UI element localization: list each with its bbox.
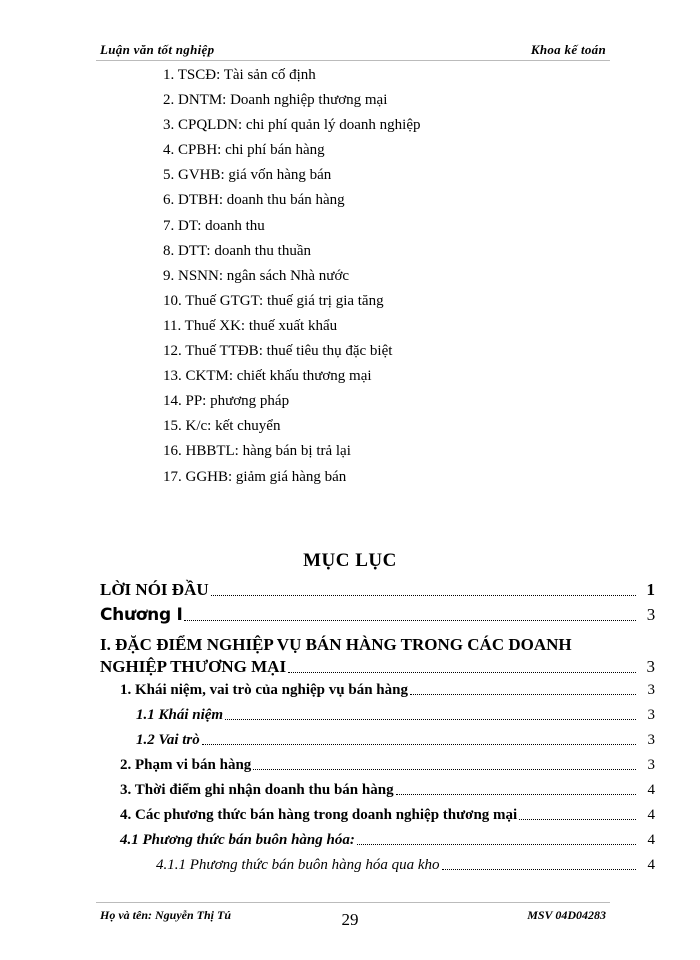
toc-entry-4[interactable]	[100, 807, 655, 824]
dot-leader	[184, 619, 636, 621]
toc-entry-page: 3	[647, 732, 655, 748]
toc-entry-label: 1. Khái niệm, vai trò của nghiệp vụ bán hàng	[120, 682, 408, 698]
toc-entry-2[interactable]	[100, 757, 655, 774]
dot-leader	[211, 594, 636, 596]
dot-leader	[357, 843, 636, 845]
toc-entry-label: 1.1 Khái niệm	[136, 707, 224, 723]
header-rule	[96, 60, 610, 61]
abbreviation-item: 13. CKTM: chiết khấu thương mại	[163, 368, 372, 385]
abbreviation-item: 5. GVHB: giá vốn hàng bán	[163, 167, 332, 184]
toc-entry-1[interactable]	[100, 682, 655, 699]
dot-leader	[225, 718, 636, 720]
footer-rule	[96, 902, 610, 903]
dot-leader	[202, 743, 636, 745]
abbreviation-item: 7. DT: doanh thu	[163, 217, 265, 234]
toc-entry-page: 1	[646, 580, 655, 599]
toc-entry-label: I. ĐẶC ĐIỂM NGHIỆP VỤ BÁN HÀNG TRONG CÁC DOANH	[100, 635, 572, 654]
toc-entry-label: 4. Các phương thức bán hàng trong doanh nghiệp thương mại	[120, 807, 518, 823]
abbreviation-item: 2. DNTM: Doanh nghiệp thương mại	[163, 92, 388, 109]
toc-entry-label: Chương I	[100, 605, 183, 625]
toc-entry-3[interactable]	[100, 782, 655, 799]
toc-entry-4-1-1[interactable]	[100, 857, 655, 874]
abbreviation-item: 17. GGHB: giảm giá hàng bán	[163, 468, 347, 485]
toc-entry-loi-noi-dau[interactable]	[100, 580, 655, 600]
toc-entry-page: 4	[647, 857, 655, 873]
abbreviation-item: 15. K/c: kết chuyển	[163, 418, 281, 435]
dot-leader	[396, 793, 636, 795]
toc-entry-label: 1.2 Vai trò	[136, 732, 200, 748]
abbreviation-item: 4. CPBH: chi phí bán hàng	[163, 142, 325, 159]
toc-entry-label: 4.1 Phương thức bán buôn hàng hóa:	[120, 832, 355, 848]
abbreviation-item: 11. Thuế XK: thuế xuất khẩu	[163, 317, 338, 334]
abbreviation-item: 3. CPQLDN: chi phí quản lý doanh nghiệp	[163, 117, 421, 134]
toc-entry-label: 2. Phạm vi bán hàng	[120, 757, 252, 773]
toc-entry-section-1-line2[interactable]	[100, 657, 655, 677]
toc-entry-label: LỜI NÓI ĐẦU	[100, 580, 209, 599]
header-left: Luận văn tốt nghiệp	[100, 42, 215, 57]
toc-entry-label: 4.1.1 Phương thức bán buôn hàng hóa qua kho	[156, 857, 440, 873]
dot-leader	[519, 818, 636, 820]
toc-entry-page: 4	[647, 782, 655, 798]
abbreviation-item: 14. PP: phương pháp	[163, 393, 290, 410]
dot-leader	[288, 671, 636, 673]
toc-entry-page: 4	[647, 807, 655, 823]
toc-entry-page: 3	[646, 657, 655, 676]
toc-entry-label: NGHIỆP THƯƠNG MẠI	[100, 657, 287, 676]
abbreviation-item: 10. Thuế GTGT: thuế giá trị gia tăng	[163, 292, 384, 309]
abbreviation-item: 9. NSNN: ngân sách Nhà nước	[163, 267, 350, 284]
toc-entry-chuong-1[interactable]	[100, 605, 655, 625]
page-number: 29	[341, 910, 359, 929]
toc-entry-page: 3	[647, 682, 655, 698]
abbreviation-item: 1. TSCĐ: Tài sản cố định	[163, 67, 316, 83]
abbreviation-item: 6. DTBH: doanh thu bán hàng	[163, 192, 345, 209]
toc-entry-section-1-line1[interactable]	[100, 632, 655, 657]
abbreviation-item: 16. HBBTL: hàng bán bị trả lại	[163, 443, 351, 460]
dot-leader	[253, 768, 636, 770]
dot-leader	[410, 693, 636, 695]
toc-entry-1-2[interactable]	[100, 732, 655, 749]
toc-title: MỤC LỤC	[303, 550, 397, 571]
toc-entry-4-1[interactable]	[100, 832, 655, 849]
toc-entry-page: 3	[647, 757, 655, 773]
abbreviation-item: 12. Thuế TTĐB: thuế tiêu thụ đặc biệt	[163, 343, 393, 360]
dot-leader	[442, 868, 636, 870]
toc-entry-page: 3	[647, 707, 655, 723]
toc-entry-page: 4	[647, 832, 655, 848]
abbreviation-list	[163, 64, 420, 491]
toc-entry-1-1[interactable]	[100, 707, 655, 724]
footer-author: Họ và tên: Nguyễn Thị Tú	[100, 908, 231, 922]
abbreviation-item: 8. DTT: doanh thu thuần	[163, 242, 311, 259]
toc-entry-page: 3	[646, 605, 655, 624]
header-right: Khoa kế toán	[530, 42, 606, 57]
footer-student-id: MSV 04D04283	[527, 908, 606, 922]
toc-entry-label: 3. Thời điểm ghi nhận doanh thu bán hàng	[120, 782, 394, 798]
